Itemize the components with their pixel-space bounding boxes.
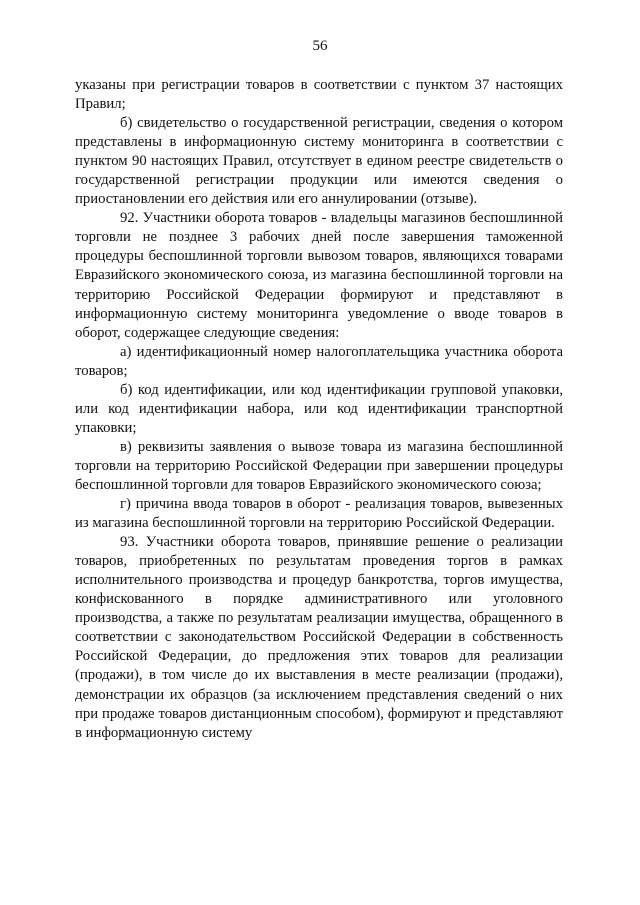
paragraph-item-b-certificate: б) свидетельство о государственной регистрации, сведения о котором представлены в информационную систему мониторинга в соответствии с пунктом 90 настоящих Правил, отсутствует в едином реестре свидетельств о государственной регистрации продукции или имеются сведения о приостановлении его действия или его аннулировании (отзыве). bbox=[75, 115, 563, 208]
page-number: 56 bbox=[312, 38, 328, 54]
paragraph-item-b: б) код идентификации, или код идентификации групповой упаковки, или код идентификации набора, или код идентификации транспортной упаковки; bbox=[75, 381, 563, 436]
paragraph-item-a: а) идентификационный номер налогоплательщика участника оборота товаров; bbox=[75, 343, 563, 379]
paragraph-92: 92. Участники оборота товаров - владельцы магазинов беспошлинной торговли не позднее 3 рабочих дней после завершения таможенной процедуры беспошлинной торговли вывозом товаров, являющихся товарами Евразийского экономического союза, из магазина беспошлинной торговли на территорию Российской Федерации формируют и представляют в информационную систему мониторинга уведомление о вводе товаров в оборот, содержащее следующие сведения: bbox=[75, 210, 563, 341]
body-text bbox=[75, 76, 563, 743]
paragraph-item-g: г) причина ввода товаров в оборот - реализация товаров, вывезенных из магазина беспошлинной торговли на территорию Российской Федерации. bbox=[75, 496, 563, 532]
paragraph-item-v: в) реквизиты заявления о вывозе товара из магазина беспошлинной торговли на территорию Российской Федерации при завершении процедуры беспошлинной торговли для товаров Евразийского экономического союза; bbox=[75, 438, 563, 493]
paragraph-93: 93. Участники оборота товаров, принявшие решение о реализации товаров, приобретенных по результатам проведения торгов в рамках исполнительного производства и процедур банкротства, торгов имущества, конфискованного в порядке административного или уголовного производства, а также по результатам реализации имущества, обращенного в соответствии с законодательством Российской Федерации в собственность Российской Федерации, до предложения этих товаров для реализации (продажи), в том числе до их выставления в месте реализации (продажи), демонстрации их образцов (за исключением представления сведений о них при продаже товаров дистанционным способом), формируют и представляют в информационную систему bbox=[75, 534, 563, 741]
paragraph-continuation: указаны при регистрации товаров в соответствии с пунктом 37 настоящих Правил; bbox=[75, 77, 563, 113]
